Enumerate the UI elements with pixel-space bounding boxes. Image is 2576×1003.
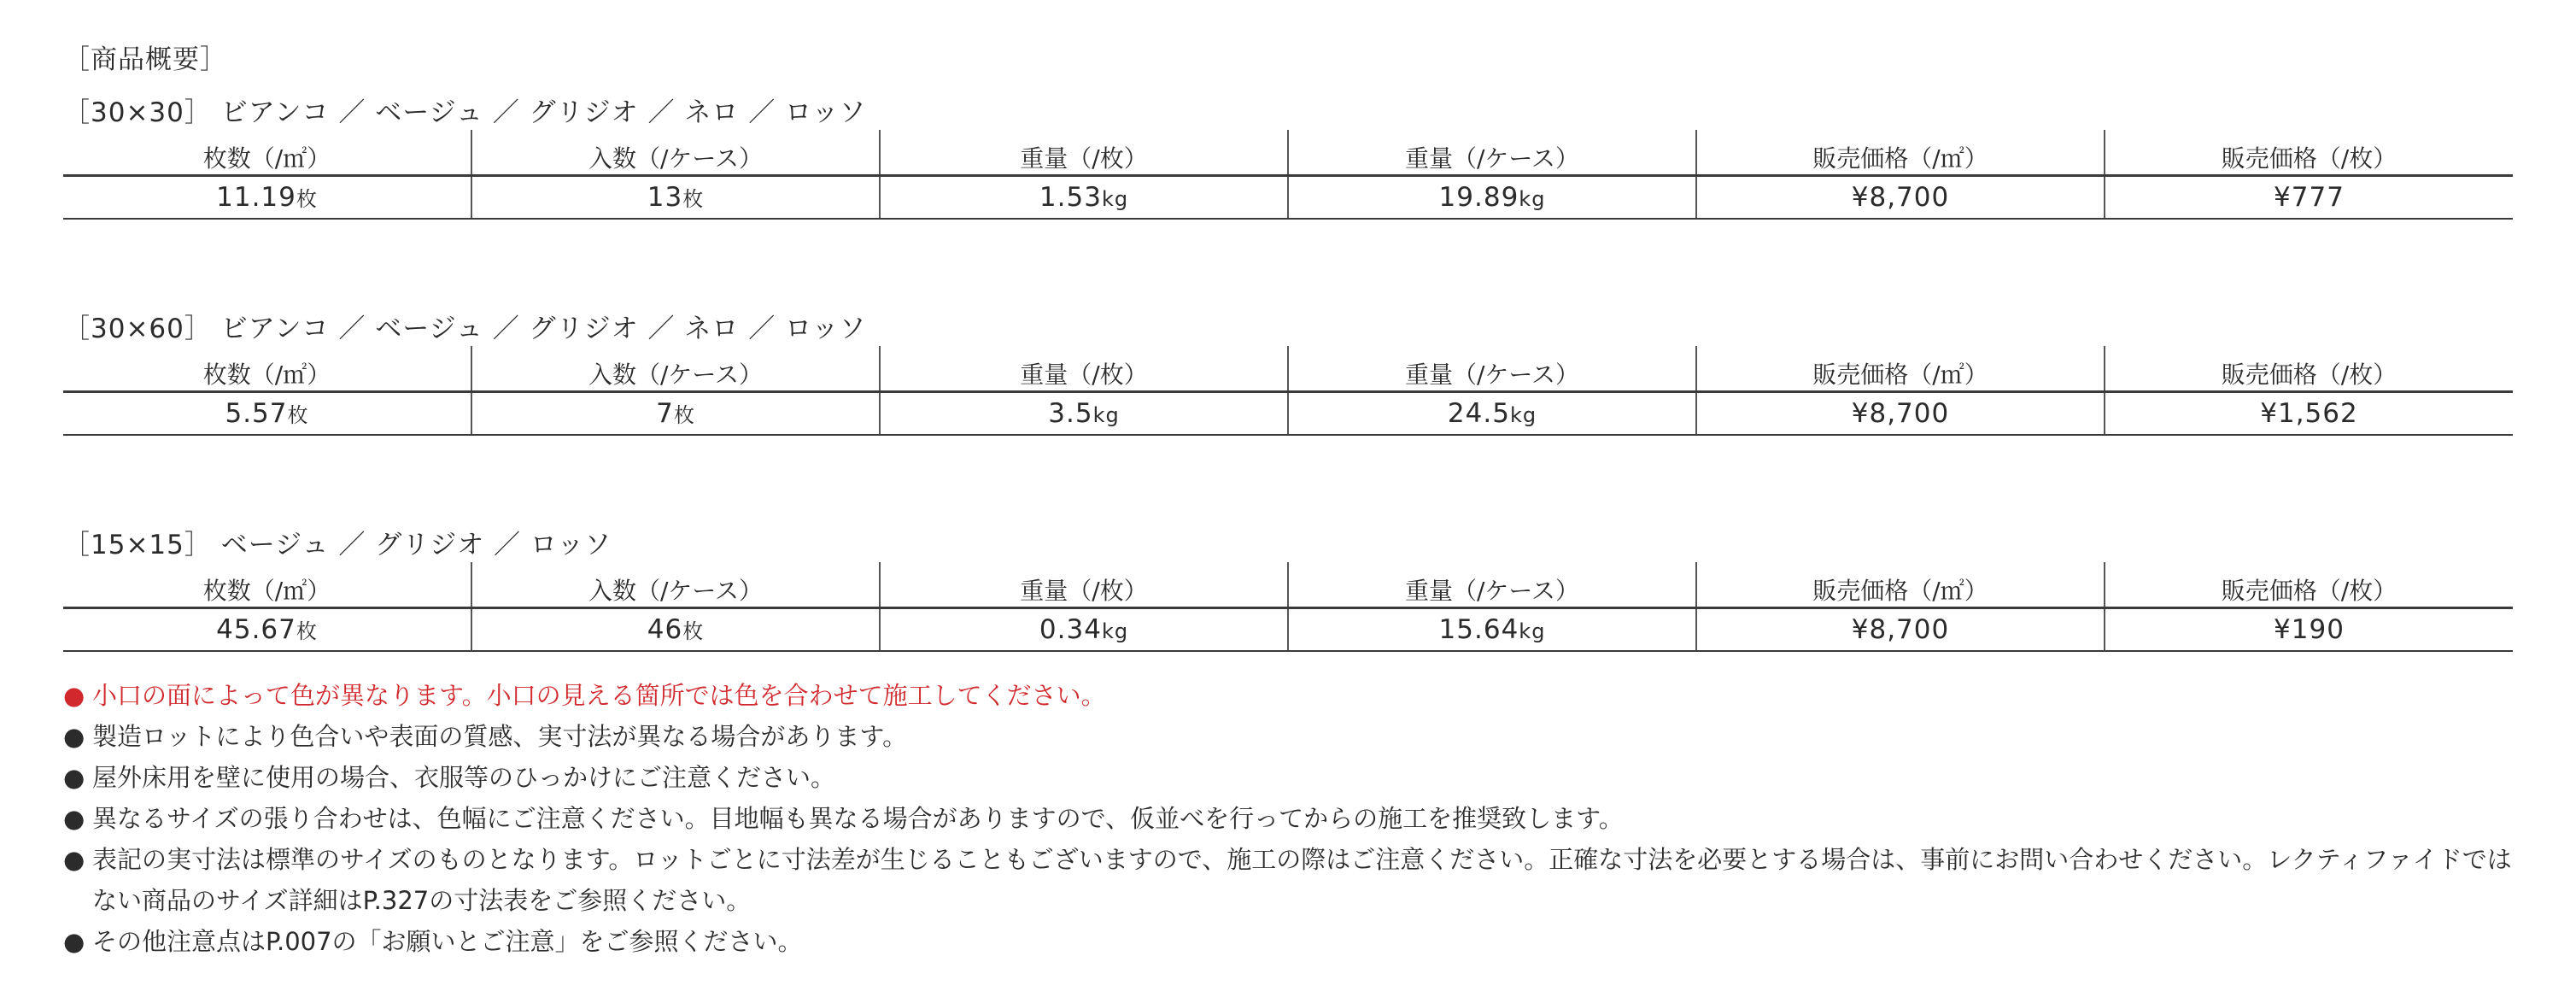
cell-sheets-per-sqm [63, 176, 471, 220]
note-text: 小口の面によって色が異なります。小口の見える箇所では色を合わせて施工してください。 [92, 681, 1106, 710]
product-overview [63, 43, 2513, 652]
note-text: その他注意点はP.007の「お願いとご注意」をご参照ください。 [92, 927, 803, 956]
cell-sheets-per-sqm [63, 608, 471, 652]
cell-weight-per-sheet [880, 176, 1288, 220]
overview-title: ［商品概要］ [63, 44, 227, 75]
header-row [63, 562, 2513, 608]
bullet-icon: ● [63, 927, 85, 956]
cell-value: 45.67 [216, 614, 296, 645]
cell-price-per-sheet [2105, 608, 2513, 652]
cell-price-per-sheet [2105, 392, 2513, 436]
cell-value: ¥777 [2274, 182, 2345, 213]
header-sheets-per-sqm: 枚数（/㎡） [63, 346, 471, 392]
header-row [63, 130, 2513, 176]
header-weight-per-sheet: 重量（/枚） [880, 562, 1288, 608]
note-text: 異なるサイズの張り合わせは、色幅にご注意ください。目地幅も異なる場合がありますので、仮並べを行ってからの施工を推奨致します。 [92, 804, 1624, 833]
cell-price-per-sheet [2105, 176, 2513, 220]
header-price-per-sheet: 販売価格（/枚） [2105, 346, 2513, 392]
cell-value: 0.34 [1039, 614, 1102, 645]
notes-list [63, 675, 2523, 962]
cell-sheets-per-sqm [63, 392, 471, 436]
cell-unit: 枚 [682, 619, 705, 643]
header-price-per-sheet: 販売価格（/枚） [2105, 562, 2513, 608]
cell-value: 3.5 [1048, 398, 1093, 429]
product-heading: ［30×60］ ビアンコ ／ ベージュ ／ グリジオ ／ ネロ ／ ロッソ [63, 314, 867, 344]
cell-unit: 枚 [296, 619, 318, 643]
bullet-icon: ● [63, 804, 85, 833]
note-item-other-notes [63, 921, 2523, 962]
product-heading: ［30×30］ ビアンコ ／ ベージュ ／ グリジオ ／ ネロ ／ ロッソ [63, 97, 867, 128]
cell-value: ¥190 [2274, 614, 2345, 645]
note-item-lot-variation [63, 716, 2523, 757]
cell-unit: kg [1519, 619, 1546, 643]
cell-price-per-sqm [1696, 608, 2105, 652]
header-weight-per-case: 重量（/ケース） [1288, 562, 1696, 608]
cell-weight-per-case [1288, 176, 1696, 220]
header-sheets-per-sqm: 枚数（/㎡） [63, 130, 471, 176]
cell-sheets-per-case [471, 392, 880, 436]
cell-price-per-sqm [1696, 392, 2105, 436]
cell-unit: 枚 [682, 187, 705, 211]
product-block-30x30 [63, 96, 2513, 220]
product-block-15x15 [63, 528, 2513, 652]
spec-table [63, 130, 2513, 220]
bullet-icon: ● [63, 845, 85, 874]
header-price-per-sqm: 販売価格（/㎡） [1696, 562, 2105, 608]
cell-unit: kg [1101, 619, 1129, 643]
cell-unit: kg [1519, 187, 1546, 211]
cell-weight-per-sheet [880, 608, 1288, 652]
cell-unit: 枚 [673, 403, 695, 427]
note-item-caution-edge-color [63, 675, 2523, 716]
note-item-mixed-sizes [63, 798, 2523, 839]
cell-value: 19.89 [1438, 182, 1519, 213]
header-weight-per-case: 重量（/ケース） [1288, 346, 1696, 392]
cell-unit: 枚 [296, 187, 318, 211]
table-row [63, 176, 2513, 220]
header-price-per-sqm: 販売価格（/㎡） [1696, 130, 2105, 176]
spec-table [63, 562, 2513, 652]
header-weight-per-sheet: 重量（/枚） [880, 130, 1288, 176]
cell-value: 1.53 [1039, 182, 1102, 213]
cell-weight-per-case [1288, 392, 1696, 436]
note-item-wall-use [63, 757, 2523, 798]
cell-value: 13 [647, 182, 683, 213]
note-text: 製造ロットにより色合いや表面の質感、実寸法が異なる場合があります。 [92, 722, 908, 751]
product-block-30x60 [63, 312, 2513, 436]
cell-value: 46 [647, 614, 683, 645]
header-weight-per-sheet: 重量（/枚） [880, 346, 1288, 392]
header-sheets-per-case: 入数（/ケース） [471, 346, 880, 392]
cell-unit: kg [1509, 403, 1537, 427]
cell-value: ¥8,700 [1851, 182, 1950, 213]
header-sheets-per-case: 入数（/ケース） [471, 562, 880, 608]
table-row [63, 392, 2513, 436]
cell-value: 11.19 [216, 182, 296, 213]
cell-weight-per-sheet [880, 392, 1288, 436]
cell-value: ¥8,700 [1851, 614, 1950, 645]
bullet-icon: ● [63, 681, 85, 710]
table-row [63, 608, 2513, 652]
product-heading: ［15×15］ ベージュ ／ グリジオ ／ ロッソ [63, 530, 612, 560]
cell-unit: 枚 [287, 403, 309, 427]
cell-value: 7 [656, 398, 674, 429]
cell-value: ¥8,700 [1851, 398, 1950, 429]
header-price-per-sqm: 販売価格（/㎡） [1696, 346, 2105, 392]
header-sheets-per-sqm: 枚数（/㎡） [63, 562, 471, 608]
note-item-dimensions [63, 839, 2523, 921]
cell-unit: kg [1101, 187, 1129, 211]
header-price-per-sheet: 販売価格（/枚） [2105, 130, 2513, 176]
bullet-icon: ● [63, 722, 85, 751]
cell-value: ¥1,562 [2260, 398, 2358, 429]
cell-unit: kg [1092, 403, 1120, 427]
spec-table [63, 346, 2513, 436]
cell-sheets-per-case [471, 176, 880, 220]
header-weight-per-case: 重量（/ケース） [1288, 130, 1696, 176]
cell-value: 5.57 [225, 398, 288, 429]
bullet-icon: ● [63, 763, 85, 792]
cell-value: 24.5 [1447, 398, 1510, 429]
cell-weight-per-case [1288, 608, 1696, 652]
cell-value: 15.64 [1438, 614, 1519, 645]
header-row [63, 346, 2513, 392]
cell-sheets-per-case [471, 608, 880, 652]
cell-price-per-sqm [1696, 176, 2105, 220]
header-sheets-per-case: 入数（/ケース） [471, 130, 880, 176]
note-text: 表記の実寸法は標準のサイズのものとなります。ロットごとに寸法差が生じることもございますので、施工の際はご注意ください。正確な寸法を必要とする場合は、事前にお問い合わせください。レクティファイドではない商品のサイズ詳細はP.327の寸法表をご参照ください。 [92, 845, 2512, 915]
note-text: 屋外床用を壁に使用の場合、衣服等のひっかけにご注意ください。 [92, 763, 836, 792]
